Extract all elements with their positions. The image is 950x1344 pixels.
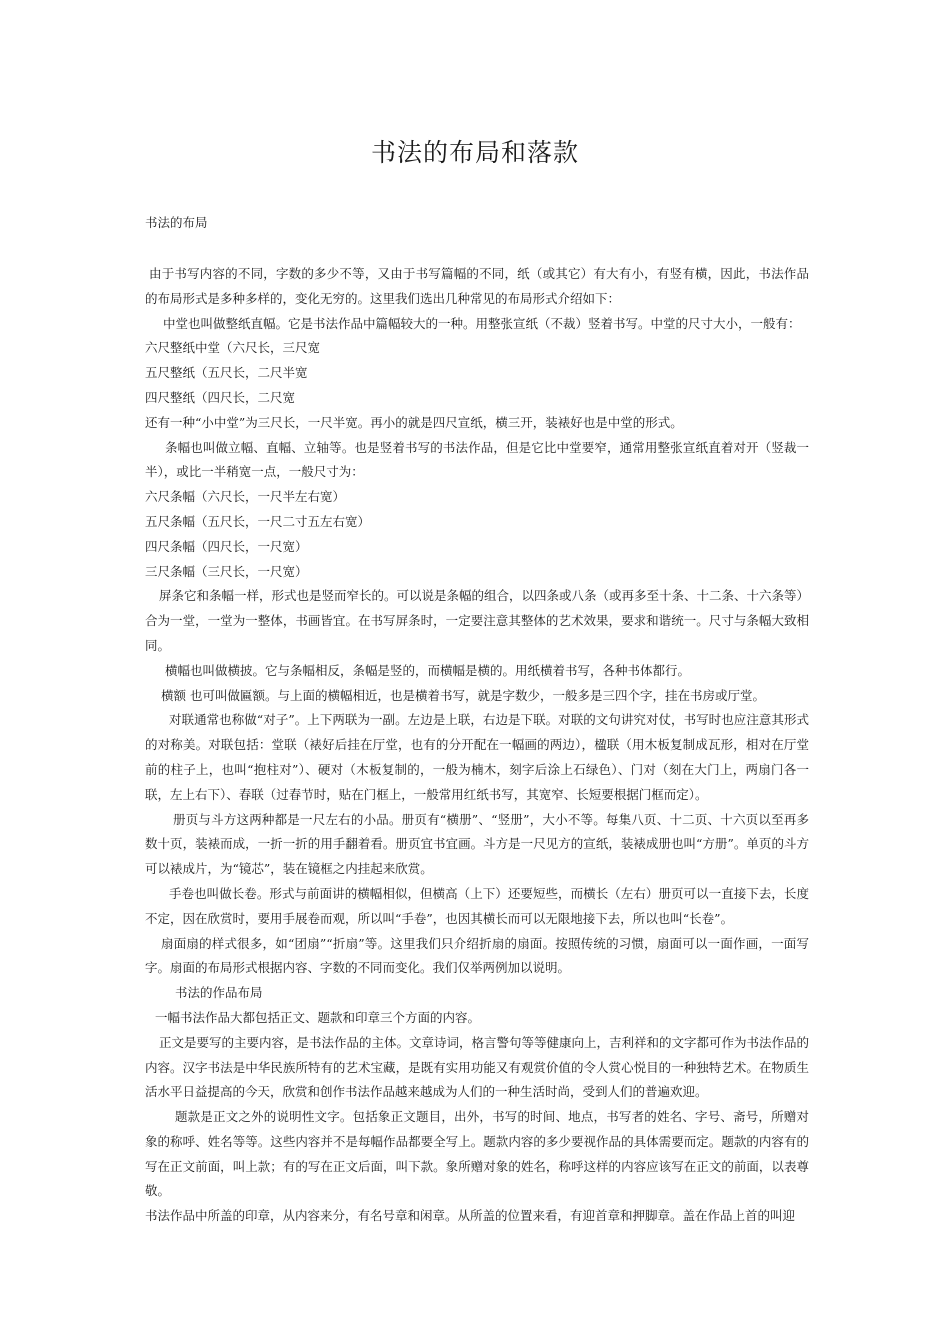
body-paragraph: 册页与斗方这两种都是一尺左右的小品。册页有“横册”、“竖册”，大小不等。每集八页、十二页、十六页以至再多数十页，装裱而成，一折一折的用手翻着看。册页宜书宜画。斗方是一尺见方的宣纸，装裱成册也叫“方册”。单页的斗方可以裱成片，为“镜芯”，装在镜框之内挂起来欣赏。 [145, 811, 809, 877]
body-paragraph: 三尺条幅（三尺长，一尺宽） [145, 563, 308, 579]
body-paragraph: 书法作品中所盖的印章，从内容来分，有名号章和闲章。从所盖的位置来看，有迎首章和押脚章。盖在作品上首的叫迎 [145, 1208, 796, 1224]
body-paragraph: 一幅书法作品大都包括正文、题款和印章三个方面的内容。 [155, 1009, 481, 1025]
body-paragraph: 条幅也叫做立幅、直幅、立轴等。也是竖着书写的书法作品，但是它比中堂要窄，通常用整张宣纸直着对开（竖裁一半），或比一半稍宽一点，一般尺寸为： [145, 439, 809, 480]
body-paragraph: 横幅也叫做横披。它与条幅相反，条幅是竖的，而横幅是横的。用纸横着书写，各种书体都行。 [165, 662, 691, 678]
body-paragraph: 题款是正文之外的说明性文字。包括象正文题目，出外，书写的时间、地点，书写者的姓名、字号、斋号，所赠对象的称呼、姓名等等。这些内容并不是每幅作品都要全写上。题款内容的多少要视作品的具体需要而定。题款的内容有的写在正文前面，叫上款；有的写在正文后面，叫下款。象所赠对象的姓名，称呼这样的内容应该写在正文的前面，以表尊敬。 [145, 1109, 809, 1199]
body-paragraph: 正文是要写的主要内容，是书法作品的主体。文章诗词，格言警句等等健康向上，吉利祥和的文字都可作为书法作品的内容。汉字书法是中华民族所特有的艺术宝藏，是既有实用功能又有观赏价值的令人赏心悦目的一种独特艺术。在物质生活水平日益提高的今天，欣赏和创作书法作品越来越成为人们的一种生活时尚，受到人们的普遍欢迎。 [145, 1034, 810, 1100]
body-paragraph: 屏条它和条幅一样，形式也是竖而窄长的。可以说是条幅的组合，以四条或八条（或再多至十条、十二条、十六条等）合为一堂，一堂为一整体，书画皆宜。在书写屏条时，一定要注意其整体的艺术效果，要求和谐统一。尺寸与条幅大致相同。 [145, 588, 810, 653]
body-paragraph: 手卷也叫做长卷。形式与前面讲的横幅相似，但横高（上下）还要短些，而横长（左右）册页可以一直接下去，长度不定，因在欣赏时，要用手展卷而观，所以叫“手卷”，也因其横长而可以无限地接下去，所以也叫“长卷”。 [145, 885, 809, 926]
body-paragraph: 对联通常也称做“对子”。上下两联为一副。左边是上联，右边是下联。对联的文句讲究对仗，书写时也应注意其形式的对称美。对联包括：堂联（裱好后挂在厅堂，也有的分开配在一幅画的两边），楹联（用木板复制成瓦形，相对在厅堂前的柱子上，也叫“抱柱对”）、硬对（木板复制的，一般为楠木，刻字后涂上石绿色）、门对（刻在大门上，两扇门各一联，左上右下）、春联（过春节时，贴在门框上，一般常用红纸书写，其宽窄、长短要根据门框而定）。 [145, 712, 809, 802]
body-paragraph: 还有一种“小中堂”为三尺长，一尺半宽。再小的就是四尺宣纸，横三开，装裱好也是中堂的形式。 [145, 414, 683, 430]
body-paragraph: 扇面扇的样式很多，如“团扇”“折扇”等。这里我们只介绍折扇的扇面。按照传统的习惯，扇面可以一面作画，一面写字。扇面的布局形式根据内容、字数的不同而变化。我们仅举两例加以说明。 [145, 935, 809, 976]
document-title: 书法的布局和落款 [370, 138, 579, 167]
body-paragraph: 五尺整纸（五尺长，二尺半宽 [145, 365, 308, 381]
body-paragraph: 四尺整纸（四尺长，二尺宽 [145, 389, 296, 405]
body-paragraph: 五尺条幅（五尺长，一尺二寸五左右宽） [145, 513, 371, 529]
body-paragraph: 四尺条幅（四尺长，一尺宽） [145, 538, 308, 554]
body-paragraph: 六尺条幅（六尺长，一尺半左右宽） [145, 489, 346, 505]
body-paragraph: 六尺整纸中堂（六尺长，三尺宽 [145, 340, 321, 356]
body-paragraph: 横额 也可叫做匾额。与上面的横幅相近，也是横着书写，就是字数少，一般多是三四个字，挂在书房或厅堂。 [161, 687, 765, 703]
section-heading: 书法的布局 [145, 215, 208, 230]
body-paragraph: 由于书写内容的不同，字数的多少不等，又由于书写篇幅的不同，纸（或其它）有大有小，有竖有横，因此，书法作品的布局形式是多种多样的，变化无穷的。这里我们选出几种常见的布局形式介绍如下： [145, 266, 809, 306]
body-paragraph: 中堂也叫做整纸直幅。它是书法作品中篇幅较大的一种。用整张宣纸（不裁）竖着书写。中堂的尺寸大小，一般有： [163, 315, 801, 331]
document-body [145, 262, 809, 1229]
body-paragraph: 书法的作品布局 [175, 985, 263, 1001]
